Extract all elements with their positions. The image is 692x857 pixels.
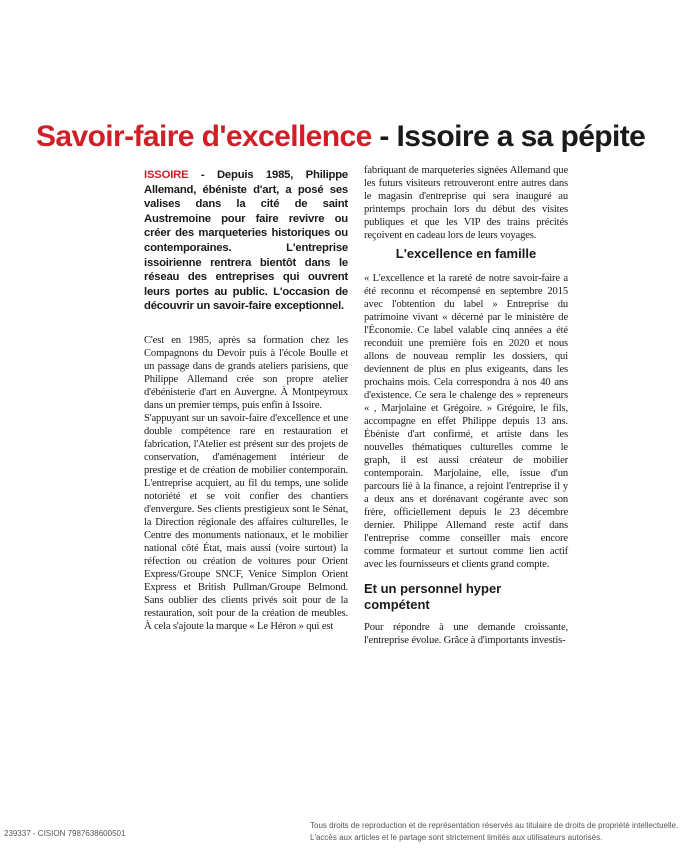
- article-headline: [36, 118, 686, 156]
- body-paragraph: S'appuyant sur un savoir-faire d'excellence et une double compétence rare en restauration et fabrication, l'Atelier est présent sur des projets de conservation, d'aménagement intérieur de prestige et de création de mobilier contemporain. L'entreprise acquiert, au fil du temps, une solide notoriété et se voit confier des chantiers d'envergure. Ses clients prestigieux sont le Sénat, la Direction régionale des affaires culturelles, le Centre des monuments nationaux, et le mobilier national côté État, mais aussi (voire surtout) la réfection ou création de voitures pour Orient Express/Groupe SNCF, Venice Simplon Orient Express et British Pullman/Groupe Belmond. Sans oublier des clients privés soit pour de la restauration, soit pour de la création de meubles. À cela s'ajoute la marque « Le Héron » qui est: [144, 412, 348, 632]
- body-paragraph: Pour répondre à une demande croissante, l'entreprise évolue. Grâce à d'importants investis-: [364, 622, 568, 646]
- body-paragraph: fabriquant de marqueteries signées Allemand que les futurs visiteurs retrouveront entre autres dans le magasin d'entreprise qui sera inauguré au printemps prochain lors du début des visites publiques et que les VIP des trains précités reçoivent en cadeau lors de leurs voyages.: [364, 165, 568, 241]
- section-heading: L'excellence en famille: [395, 246, 537, 261]
- body-paragraph: C'est en 1985, après sa formation chez les Compagnons du Devoir puis à l'école Boulle et un passage dans de grands ateliers parisiens, que Philippe Allemand crée son propre atelier d'ébénisterie d'art en Auvergne. À Montpeyroux dans un premier temps, puis enfin à Issoire.: [144, 334, 348, 411]
- article-column-left: [144, 168, 348, 633]
- headline-accent: Savoir-faire d'excellence: [36, 120, 372, 153]
- section-heading: Et un personnel hyper compétent: [364, 581, 502, 612]
- lead-kicker: ISSOIRE: [144, 169, 189, 181]
- headline-rest: - Issoire a sa pépite: [371, 120, 646, 153]
- article-column-right: [364, 164, 568, 647]
- lead-text: - Depuis 1985, Philippe Allemand, ébéniste d'art, a posé ses valises dans la cité de saint Austremoine pour faire revivre ou créer des marqueteries historiques ou contemporaines. L'entreprise issoirienne rentrera bientôt dans le réseau des entreprises qui ouvrent leurs portes au public. L'occasion de découvrir un savoir-faire exceptionnel.: [144, 169, 348, 313]
- document-id: 239337 - CISION 7987638600501: [4, 829, 126, 838]
- copyright-line: L'accès aux articles et le partage sont strictement limités aux utilisateurs autorisés.: [310, 833, 603, 842]
- article-lead: [144, 168, 348, 314]
- copyright-line: Tous droits de reproduction et de représentation réservés au titulaire de droits de propriété intellectuelle.: [310, 821, 679, 830]
- body-paragraph: « L'excellence et la rareté de notre savoir-faire a été reconnu et récompensé en septembre 2015 avec l'obtention du label » Entreprise du patrimoine vivant « décerné par le ministère de l'Économie. Ce label valable cinq années a été reconduit une première fois en 2020 et nous allons de nouveau remplir les dossiers, qui deviennent de plus en plus exigeants, dans les prochains mois. Cela correspondra à nos 40 ans d'existence. Ce sera le chalenge des » repreneurs « , Marjolaine et Grégoire. » Grégoire, le fils, accompagne en effet Philippe depuis 13 ans. Ébéniste d'art confirmé, et artiste dans les nouvelles thématiques culturelles comme le graph, il est aussi créateur de mobilier contemporain. Marjolaine, elle, issue d'un parcours lié à la finance, a rejoint l'entreprise il y a deux ans et dorénavant cogérante avec son frère, officiellement depuis le 23 décembre dernier. Philippe Allemand reste actif dans l'entreprise comme conseiller mais encore comme formateur et surtout comme lien actif avec les fournisseurs et clients grand compte.: [364, 273, 568, 570]
- copyright-notice: [310, 820, 690, 844]
